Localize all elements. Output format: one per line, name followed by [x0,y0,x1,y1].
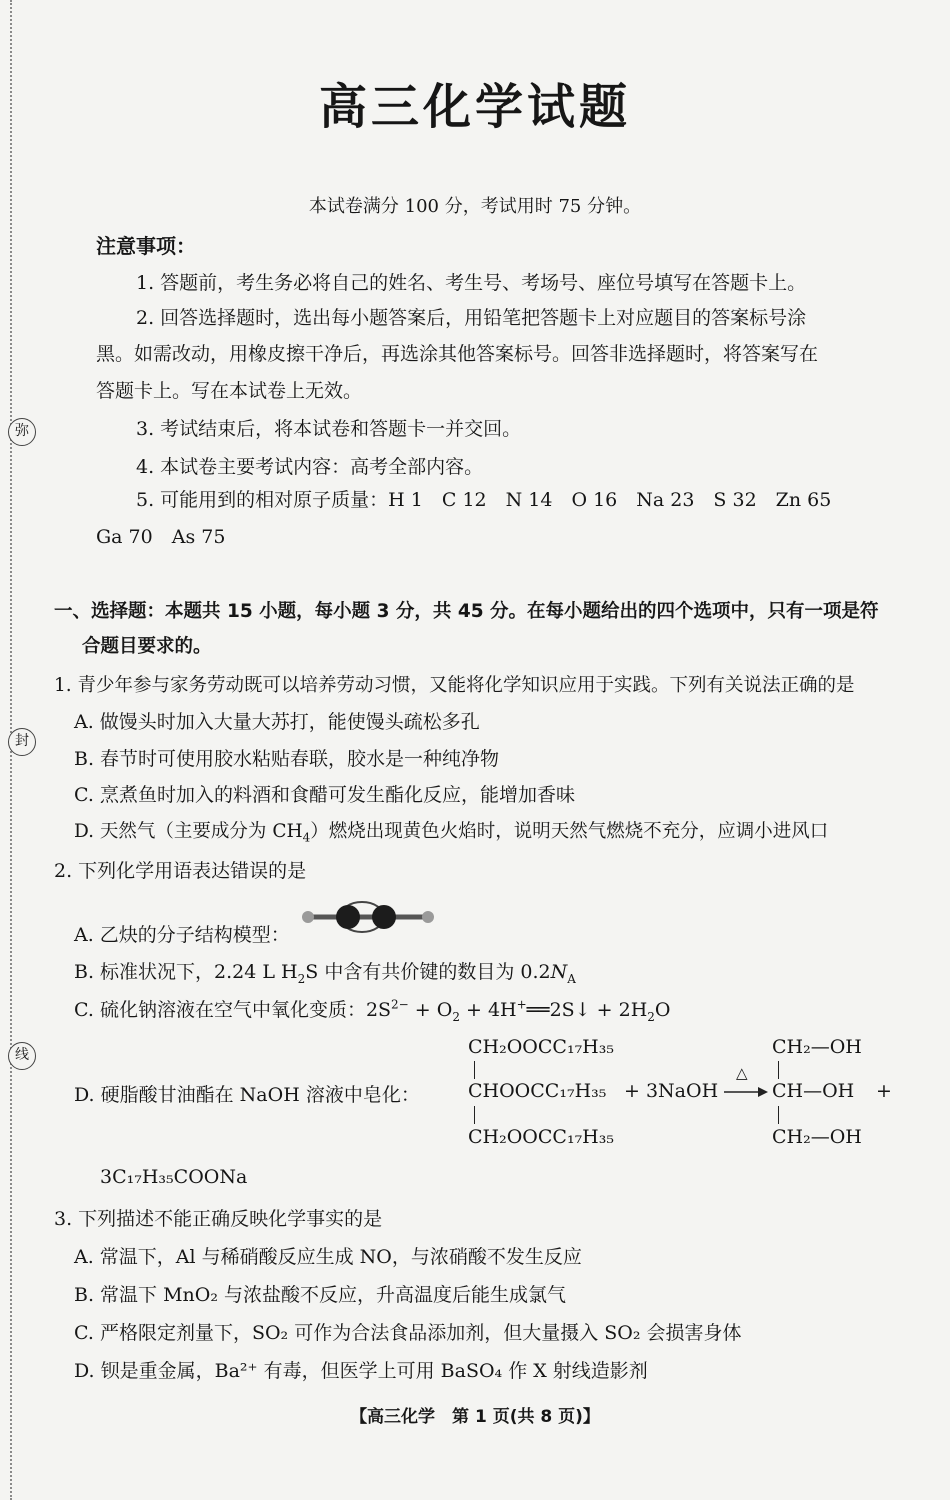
q2-option-a: A. 乙炔的分子结构模型： [74,924,290,946]
binding-line [10,0,29,1500]
q3-option-a: A. 常温下，Al 与稀硝酸反应生成 NO，与浓硝酸不发生反应 [74,1246,582,1268]
note-line-4: 答题卡上。写在本试卷上无效。 [96,380,363,402]
q1-option-b: B. 春节时可使用胶水粘贴春联，胶水是一种纯净物 [74,748,500,770]
ester-row-1: CH₂OOCC₁₇H₃₅ [468,1036,614,1058]
q2-option-d-label: D. 硬脂酸甘油酯在 NaOH 溶液中皂化： [74,1084,420,1106]
product-soap: 3C₁₇H₃₅COONa [100,1166,248,1188]
note-line-6: 4. 本试卷主要考试内容：高考全部内容。 [136,456,484,478]
acetylene-model-icon [296,899,442,935]
ester-bond-1 [474,1061,475,1079]
ester-row-2: CHOOCC₁₇H₃₅ [468,1080,607,1102]
q3-option-b: B. 常温下 MnO₂ 与浓盐酸不反应，升高温度后能生成氯气 [74,1284,567,1306]
q2-option-c: C. 硫化钠溶液在空气中氧化变质：$2S^{2-} + O_2$ + 4H+══2S↓ + $2H_2O$ [74,997,671,1024]
glycerol-bond-2 [778,1106,779,1124]
q1-option-d: D. 天然气（主要成分为 $CH_4$）燃烧出现黄色火焰时，说明天然气燃烧不充分，应调小进风口 [74,821,829,845]
glycerol-row-3: CH₂—OH [772,1126,862,1148]
q2-option-b: B. 标准状况下，2.24 L $H_2S$ 中含有共价键的数目为 $0.2N_A$ [74,961,576,986]
ester-bond-2 [474,1106,475,1124]
q2-stem: 2. 下列化学用语表达错误的是 [54,860,307,882]
binding-mark-mi: 弥 [8,418,36,446]
page-footer: 【高三化学 第 1 页(共 8 页)】 [350,1407,600,1427]
glycerol-row-2: CH—OH [772,1080,855,1102]
q3-option-d: D. 钡是重金属，Ba²⁺ 有毒，但医学上可用 BaSO₄ 作 X 射线造影剂 [74,1360,648,1382]
note-line-5: 3. 考试结束后，将本试卷和答题卡一并交回。 [136,418,522,440]
reagent-naoh: + 3NaOH [624,1080,719,1102]
page-title: 高三化学试题 [318,79,631,135]
section-heading-line-1: 一、选择题：本题共 15 小题，每小题 3 分，共 45 分。在每小题给出的四个选项中，只有一项是符 [54,601,879,622]
note-line-8: Ga 70 As 75 [96,526,226,548]
reaction-arrow-icon [724,1085,770,1099]
note-line-7: 5. 可能用到的相对原子质量：H 1 C 12 N 14 O 16 Na 23 S 32 Zn 65 [136,489,832,511]
q3-stem: 3. 下列描述不能正确反映化学事实的是 [54,1208,383,1230]
binding-mark-xian: 线 [8,1042,36,1070]
section-heading-line-2: 合题目要求的。 [82,636,212,657]
note-line-1: 1. 答题前，考生务必将自己的姓名、考生号、考场号、座位号填写在答题卡上。 [136,272,807,294]
q1-option-c: C. 烹煮鱼时加入的料酒和食醋可发生酯化反应，能增加香味 [74,784,575,806]
glycerol-bond-1 [778,1061,779,1079]
note-line-3: 黑。如需改动，用橡皮擦干净后，再选涂其他答案标号。回答非选择题时，将答案写在 [96,343,819,365]
binding-mark-feng: 封 [8,728,36,756]
q1-stem: 1. 青少年参与家务劳动既可以培养劳动习惯，又能将化学知识应用于实践。下列有关说法正确的是 [54,675,855,696]
notes-heading: 注意事项： [96,234,196,258]
heat-symbol: △ [736,1064,748,1082]
ester-row-3: CH₂OOCC₁₇H₃₅ [468,1126,614,1148]
glycerol-row-1: CH₂—OH [772,1036,862,1058]
q3-option-c: C. 严格限定剂量下，SO₂ 可作为合法食品添加剂，但大量摄入 SO₂ 会损害身体 [74,1322,742,1344]
q1-option-a: A. 做馒头时加入大量大苏打，能使馒头疏松多孔 [74,711,480,733]
exam-info: 本试卷满分 100 分，考试用时 75 分钟。 [308,196,642,217]
note-line-2: 2. 回答选择题时，选出每小题答案后，用铅笔把答题卡上对应题目的答案标号涂 [136,307,807,329]
plus-sign: + [876,1080,892,1102]
